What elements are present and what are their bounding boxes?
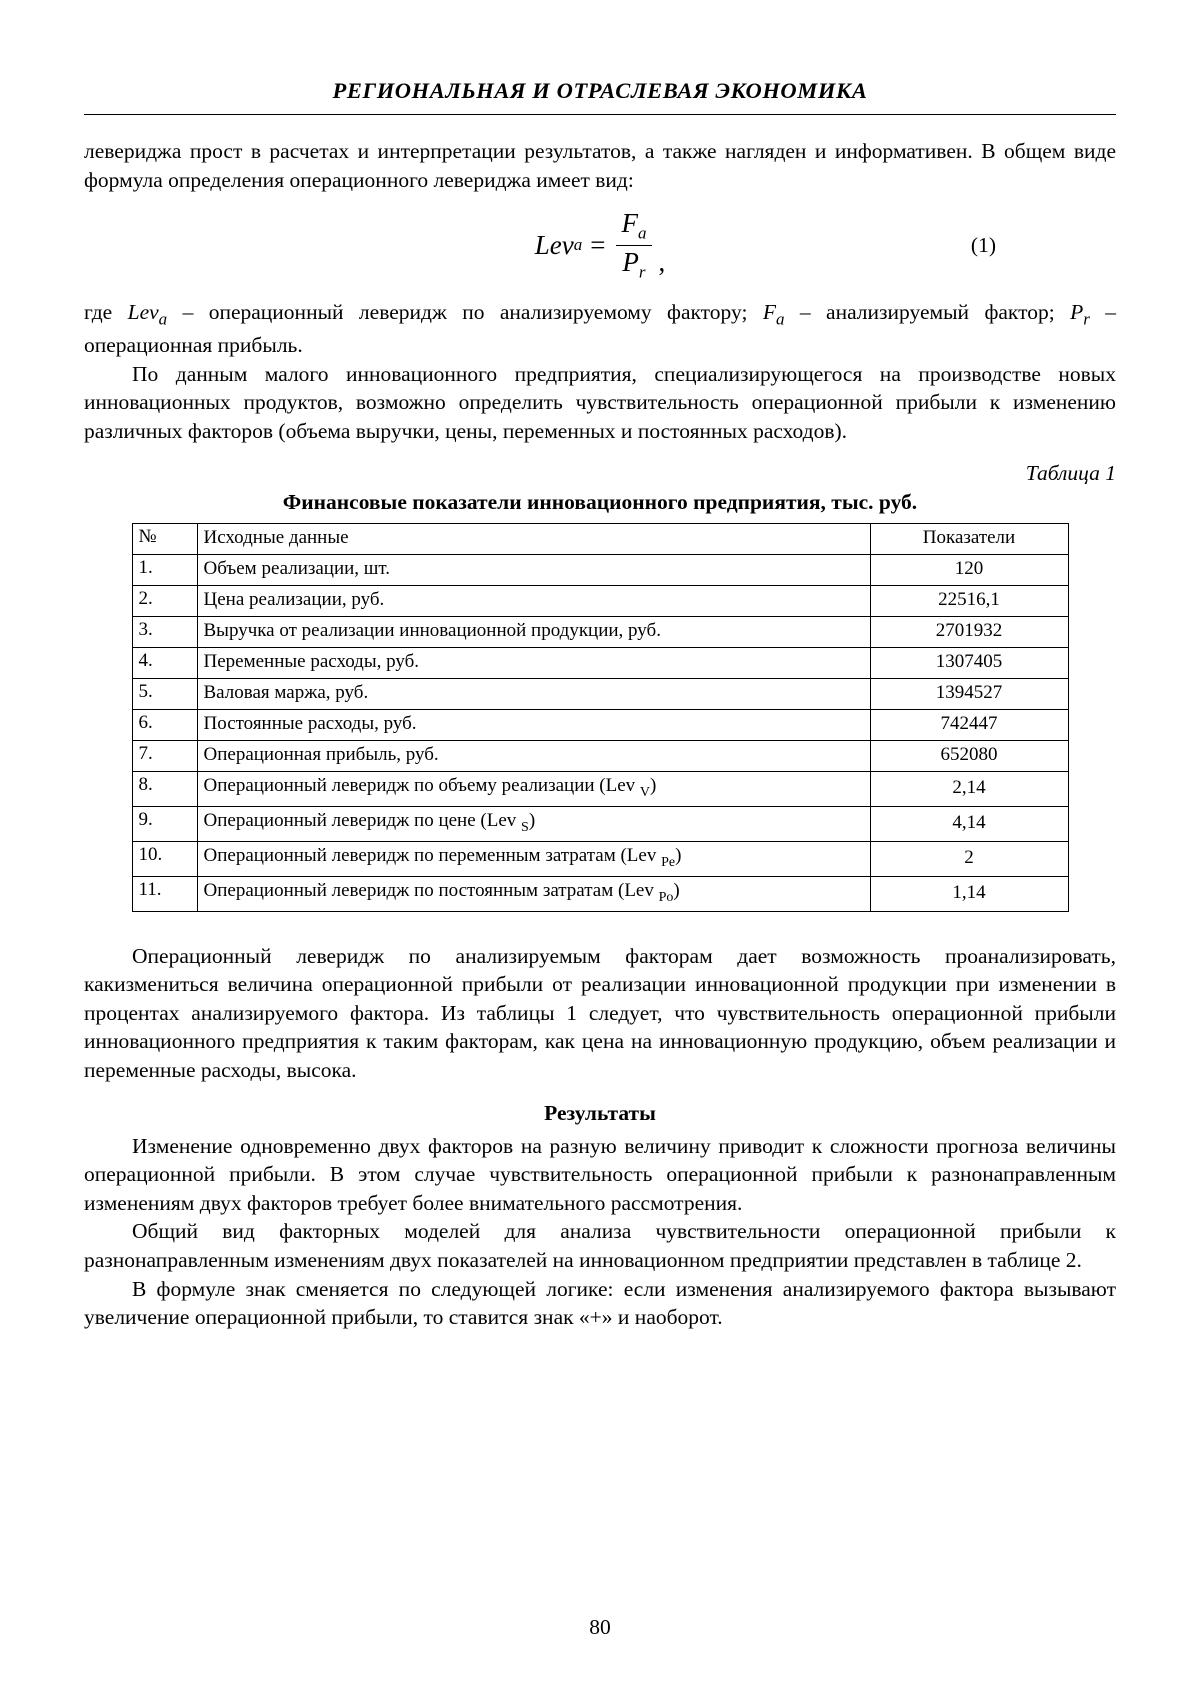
row-number: 4.: [132, 648, 197, 679]
table-row: [132, 710, 1068, 741]
row-number: 8.: [132, 772, 197, 807]
table-row: [132, 772, 1068, 807]
table-row: [132, 876, 1068, 911]
formula-comma: ,: [658, 247, 666, 278]
table-row: [132, 617, 1068, 648]
table-row: [132, 842, 1068, 877]
formula-number: (1): [970, 232, 996, 257]
lev-subscript: Pe: [661, 854, 676, 870]
row-number: 1.: [132, 555, 197, 586]
row-number: 6.: [132, 710, 197, 741]
section-title-results: Результаты: [544, 1100, 656, 1125]
row-number: 10.: [132, 842, 197, 877]
row-value: 652080: [870, 741, 1068, 772]
formula-1: [84, 202, 1116, 288]
row-name: Цена реализации, руб.: [197, 586, 870, 617]
para2-text-1: – операционный леверидж по анализируемому фактору;: [167, 300, 763, 325]
table-row: [132, 741, 1068, 772]
row-value: 1394527: [870, 679, 1068, 710]
row-value: 2,14: [870, 772, 1068, 807]
row-name: Постоянные расходы, руб.: [197, 710, 870, 741]
formula-lhs-subscript: a: [573, 235, 583, 255]
lev-subscript: a: [158, 309, 168, 329]
formula-numerator-subscript: a: [637, 223, 647, 243]
fa-symbol: F: [762, 300, 776, 325]
row-name: Выручка от реализации инновационной продукции, руб.: [197, 617, 870, 648]
header-value: Показатели: [870, 524, 1068, 555]
row-number: 3.: [132, 617, 197, 648]
row-number: 11.: [132, 876, 197, 911]
page-number: 80: [589, 1615, 611, 1639]
table-row: [132, 807, 1068, 842]
table-row: [132, 679, 1068, 710]
row-name: Операционный леверидж по цене (Lev $_S$): [197, 807, 870, 842]
row-value: 2: [870, 842, 1068, 877]
formula-expression: [535, 208, 665, 282]
row-name: Операционная прибыль, руб.: [197, 741, 870, 772]
paragraph-1: левериджа прост в расчетах и интерпретации результатов, а также нагляден и информативен. В общем виде формула определения операционного левериджа имеет вид:: [84, 139, 1116, 192]
lev-subscript: S: [521, 820, 529, 836]
paragraph-7: В формуле знак сменяется по следующей логике: если изменения анализируемого фактора вызывают увеличение операционной прибыли, то ставится знак «+» и наоборот.: [84, 1276, 1116, 1330]
paragraph-3: По данным малого инновационного предприятия, специализирующегося на производстве новых инновационных продуктов, возможно определить чувствительность операционной прибыли к изменению различных факторов (объема выручки, цены, переменных и постоянных расходов).: [84, 361, 1116, 443]
paragraph-5: Изменение одновременно двух факторов на разную величину приводит к сложности прогноза величины операционной прибыли. В этом случае чувствительность операционной прибыли к разнонаправленным изменениям двух факторов требует более внимательного рассмотрения.: [84, 1133, 1116, 1215]
row-value: 742447: [870, 710, 1068, 741]
formula-denominator: $P_r$: [616, 245, 651, 282]
where-label: где: [84, 300, 128, 325]
financial-indicators-table: [132, 523, 1069, 911]
table-head: [132, 524, 1068, 555]
header-number: №: [132, 524, 197, 555]
row-value: 4,14: [870, 807, 1068, 842]
row-number: 9.: [132, 807, 197, 842]
pr-symbol: P: [1070, 300, 1084, 325]
table-row: [132, 555, 1068, 586]
formula-numerator: $F_a$: [621, 208, 647, 243]
header-divider: [84, 114, 1116, 115]
table-number-label: Таблица 1: [1025, 461, 1116, 486]
lev-symbol: Lev: [127, 300, 159, 325]
row-name: Объем реализации, шт.: [197, 555, 870, 586]
lev-subscript: V: [639, 785, 651, 801]
header-name: Исходные данные: [197, 524, 870, 555]
formula-fraction: [615, 208, 652, 282]
row-number: 5.: [132, 679, 197, 710]
lev-subscript: Po: [658, 889, 674, 905]
row-value: 2701932: [870, 617, 1068, 648]
formula-lhs: Lev: [534, 229, 574, 260]
table-row: [132, 586, 1068, 617]
row-number: 7.: [132, 741, 197, 772]
para2-text-2: – анализируемый фактор;: [784, 300, 1055, 325]
row-value: 1,14: [870, 876, 1068, 911]
row-name: Валовая маржа, руб.: [197, 679, 870, 710]
row-name: Операционный леверидж по объему реализации (Lev $_V$): [197, 772, 870, 807]
row-value: 1307405: [870, 648, 1068, 679]
formula-denominator-subscript: r: [638, 262, 646, 282]
paragraph-4: Операционный леверидж по анализируемым факторам дает возможность проанализировать, какизмениться величина операционной прибыли от реализации инновационной продукции при изменении в процентах анализируемого фактора. Из таблицы 1 следует, что чувствительность операционной прибыли инновационного предприятия к таким факторам, как цена на инновационную продукцию, объем реализации и переменные расходы, высока.: [84, 943, 1116, 1083]
running-head: РЕГИОНАЛЬНАЯ И ОТРАСЛЕВАЯ ЭКОНОМИКА: [332, 78, 868, 103]
row-name: Переменные расходы, руб.: [197, 648, 870, 679]
fa-subscript: a: [775, 309, 785, 329]
formula-equals: =: [590, 229, 606, 260]
table-body: [132, 555, 1068, 911]
table-row: [132, 648, 1068, 679]
row-name: Операционный леверидж по переменным затратам (Lev $_{Pe}$): [197, 842, 870, 877]
table-wrapper: [84, 523, 1116, 911]
paragraph-6: Общий вид факторных моделей для анализа чувствительности операционной прибыли к разнонаправленным изменениям двух показателей на инновационном предприятии представлен в таблице 2.: [84, 1219, 1116, 1272]
paragraph-2: [84, 298, 1116, 360]
table-header-row: [132, 524, 1068, 555]
para2-text-3: – операционная прибыль.: [84, 300, 1117, 358]
row-value: 22516,1: [870, 586, 1068, 617]
table-title: Финансовые показатели инновационного предприятия, тыс. руб.: [282, 490, 918, 515]
row-number: 2.: [132, 586, 197, 617]
row-name: Операционный леверидж по постоянным затратам (Lev $_{Po}$): [197, 876, 870, 911]
row-value: 120: [870, 555, 1068, 586]
pr-subscript: r: [1083, 309, 1090, 329]
